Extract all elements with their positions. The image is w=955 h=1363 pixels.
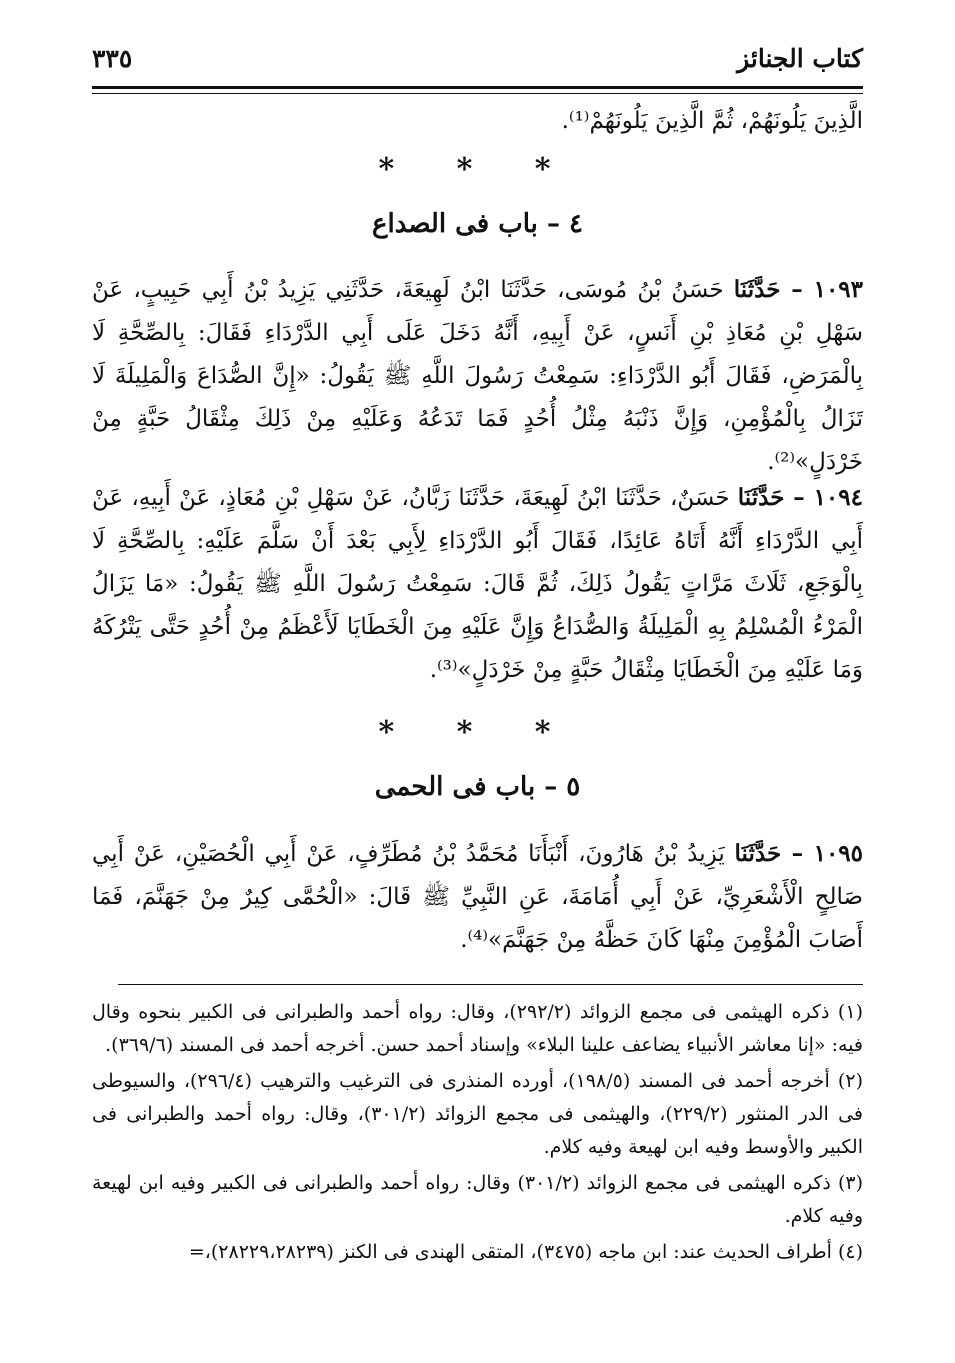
section-heading-fever: ٥ – باب فى الحمى — [374, 772, 581, 802]
footnote-2: (٢) أخرجه أحمد فى المسند (١٩٨/٥)، أورده المنذرى فى الترغيب والترهيب (٢٩٦/٤)، والسيوطى فى الدر المنثور (٢٢٩/٢)، والهيثمى فى مجمع الزوائد (٣٠١/٢)، وقال: رواه أحمد والطبرانى فى الكبير والأوسط وفيه ابن لهيعة وفيه كلام. — [92, 1070, 864, 1158]
section-heading-headache: ٤ – باب فى الصداع — [372, 209, 583, 239]
hadith-number: ١٠٩٤ — [813, 484, 863, 511]
opening-line: الَّذِينَ يَلُونَهُمْ، ثُمَّ الَّذِينَ يَلُونَهُمْ⁽¹⁾. — [561, 108, 863, 134]
footnote-4: (٤) أطراف الحديث عند: ابن ماجه (٣٤٧٥)، المتقى الهندى فى الكنز (٢٨٢٢٩،٢٨٢٣٩)،= — [188, 1241, 863, 1263]
hadith-text: يَزِيدُ بْنُ هَارُونَ، أَنْبَأَنَا مُحَمَّدُ بْنُ مُطَرِّفٍ، عَنْ أَبِي الْحُصَيْنِ، عَنْ أَبِي صَالِحٍ الْأَشْعَرِيِّ، عَنْ أَبِي أُمَامَةَ، عَنِ النَّبِيِّ ﷺ قَالَ: «الْحُمَّى كِيرٌ مِنْ جَهَنَّمَ، فَمَا أَصَابَ الْمُؤْمِنَ مِنْهَا كَانَ حَظَّهُ مِنْ جَهَنَّمَ»⁽⁴⁾. — [92, 841, 863, 953]
section-separator: * * * — [378, 152, 577, 187]
header-rule-thick — [92, 86, 863, 89]
footnotes — [92, 996, 863, 1272]
hadith-dash: – — [784, 484, 814, 511]
section-separator: * * * — [378, 715, 577, 750]
hadith-1093 — [92, 268, 863, 484]
hadith-1095 — [92, 832, 863, 962]
page-number: ٣٣٥ — [92, 44, 133, 73]
hadith-number: ١٠٩٥ — [813, 840, 864, 867]
footnote-1: (١) ذكره الهيثمى فى مجمع الزوائد (٢٩٢/٢)، وقال: رواه أحمد والطبرانى فى الكبير بنحوه وقال فيه: «إنا معاشر الأنبياء يضاعف علينا البلاء» وإسناد أحمد حسن. أخرجه أحمد فى المسند (٣٦٩/٦). — [92, 1001, 863, 1056]
page-header — [92, 40, 863, 84]
hadith-opening-word: حَدَّثَنَا — [733, 276, 781, 303]
hadith-text: حَسَنُ بْنُ مُوسَى، حَدَّثَنَا ابْنُ لَهِيعَةَ، حَدَّثَنِي يَزِيدُ بْنُ أَبِي حَبِيبٍ، عَنْ سَهْلِ بْنِ مُعَاذِ بْنِ أَنَسٍ، عَنْ أَبِيهِ، أَنَّهُ دَخَلَ عَلَى أَبِي الدَّرْدَاءِ فَقَالَ: بِالصِّحَّةِ لَا بِالْمَرَضِ، فَقَالَ أَبُو الدَّرْدَاءِ: سَمِعْتُ رَسُولَ اللَّهِ ﷺ يَقُولُ: «إِنَّ الصُّدَاعَ وَالْمَلِيلَةَ لَا تَزَالُ بِالْمُؤْمِنِ، وَإِنَّ ذَنْبَهُ مِثْلُ أُحُدٍ فَمَا تَدَعُهُ وَعَلَيْهِ مِنْ ذَلِكَ مِثْقَالُ حَبَّةٍ مِنْ خَرْدَلٍ»⁽²⁾. — [92, 277, 863, 475]
book-title: كتاب الجنائز — [737, 44, 863, 73]
hadith-dash: – — [781, 840, 814, 867]
hadith-opening-word: حَدَّثَنَا — [734, 840, 782, 867]
header-rule-thin — [92, 93, 863, 94]
hadith-text: حَسَنٌ، حَدَّثَنَا ابْنُ لَهِيعَةَ، حَدَّثَنَا زَبَّانُ، عَنْ سَهْلِ بْنِ مُعَاذٍ، عَنْ أَبِيهِ، عَنْ أَبِي الدَّرْدَاءِ أَنَّهُ أَتَاهُ عَائِدًا، فَقَالَ أَبُو الدَّرْدَاءِ لِأَبِي بَعْدَ أَنْ سَلَّمَ عَلَيْهِ: بِالصِّحَّةِ لَا بِالْوَجَعِ، ثَلَاثَ مَرَّاتٍ يَقُولُ ذَلِكَ، ثُمَّ قَالَ: سَمِعْتُ رَسُولَ اللَّهِ ﷺ يَقُولُ: «مَا يَزَالُ الْمَرْءُ الْمُسْلِمُ بِهِ الْمَلِيلَةُ وَالصُّدَاعُ وَإِنَّ عَلَيْهِ مِنَ الْخَطَايَا لَأَعْظَمُ مِنْ أُحُدٍ حَتَّى يَتْرُكَهُ وَمَا عَلَيْهِ مِنَ الْخَطَايَا مِثْقَالُ حَبَّةٍ مِنْ خَرْدَلٍ»⁽³⁾. — [92, 485, 863, 683]
hadith-number: ١٠٩٣ — [813, 276, 864, 303]
hadith-opening-word: حَدَّثَنَا — [737, 484, 785, 511]
hadith-dash: – — [780, 276, 814, 303]
footnote-rule — [118, 984, 863, 985]
hadith-1094 — [92, 476, 863, 692]
footnote-3: (٣) ذكره الهيثمى فى مجمع الزوائد (٣٠١/٢) وقال: رواه أحمد والطبرانى فى الكبير وفيه ابن لهيعة وفيه كلام. — [92, 1172, 863, 1227]
